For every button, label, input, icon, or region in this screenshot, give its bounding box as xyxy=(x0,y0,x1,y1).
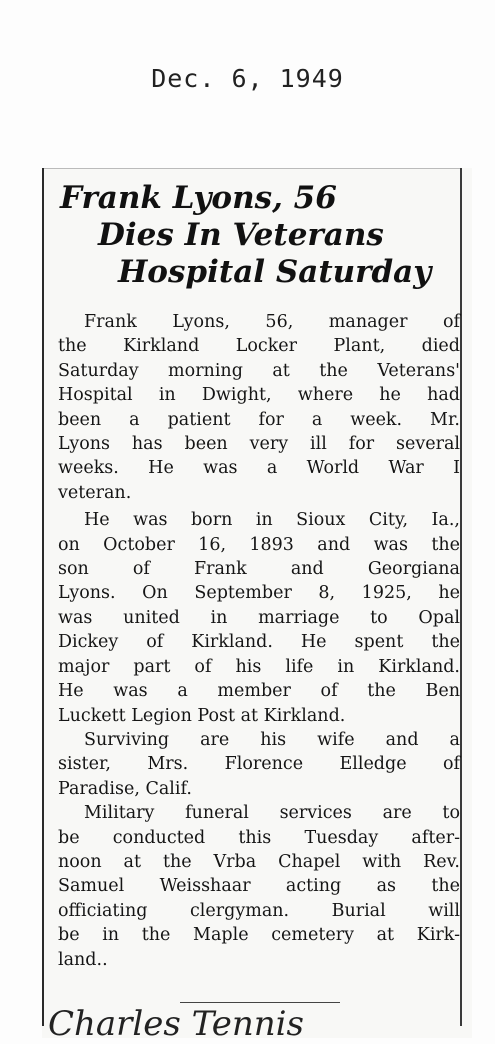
text-line: noon at the Vrba Chapel with Rev. xyxy=(58,851,460,872)
text-line: land.. xyxy=(58,949,108,970)
text-line: He was born in Sioux City, Ia., xyxy=(84,510,460,531)
text-line: Surviving are his wife and a xyxy=(84,729,460,750)
paragraph-survivors xyxy=(58,728,460,801)
text-line: be conducted this Tuesday after- xyxy=(58,827,460,848)
next-article-headline-fragment: Charles Tennis xyxy=(48,1004,304,1044)
headline-line-3: Hospital Saturday xyxy=(118,254,432,290)
text-line: Luckett Legion Post at Kirkland. xyxy=(58,705,346,726)
text-line: Hospital in Dwight, where he had xyxy=(58,385,460,406)
text-line: weeks. He was a World War I xyxy=(58,458,460,479)
text-line: Paradise, Calif. xyxy=(58,778,192,799)
clipping-left-edge xyxy=(42,168,44,1026)
text-line: Lyons has been very ill for several xyxy=(58,434,460,455)
text-line: son of Frank and Georgiana xyxy=(58,559,460,580)
text-line: be in the Maple cemetery at Kirk- xyxy=(58,925,460,946)
paragraph-funeral xyxy=(58,801,460,972)
headline-line-1: Frank Lyons, 56 xyxy=(60,180,337,216)
text-line: Lyons. On September 8, 1925, he xyxy=(58,583,460,604)
text-line: veteran. xyxy=(58,482,132,503)
paragraph-obituary-intro xyxy=(58,310,460,505)
text-line: the Kirkland Locker Plant, died xyxy=(58,336,460,357)
text-line: on October 16, 1893 and was the xyxy=(58,534,460,555)
text-line: Military funeral services are to xyxy=(84,803,460,824)
column-rule xyxy=(460,168,462,1026)
clipping-top-edge xyxy=(42,168,462,169)
text-line: Dickey of Kirkland. He spent the xyxy=(58,632,460,653)
text-line: was united in marriage to Opal xyxy=(58,607,460,628)
date-stamp: Dec. 6, 1949 xyxy=(151,64,344,93)
text-line: officiating clergyman. Burial will xyxy=(58,900,460,921)
text-line: Frank Lyons, 56, manager of xyxy=(84,312,460,332)
text-line: Samuel Weisshaar acting as the xyxy=(58,876,460,897)
text-line: Saturday morning at the Veterans' xyxy=(58,360,460,381)
text-line: major part of his life in Kirkland. xyxy=(58,656,460,677)
article-end-rule xyxy=(180,1002,340,1003)
paragraph-biography xyxy=(58,508,460,728)
text-line: sister, Mrs. Florence Elledge of xyxy=(58,754,460,775)
headline-line-2: Dies In Veterans xyxy=(98,217,384,253)
article-body xyxy=(58,310,460,972)
article-headline xyxy=(52,180,462,291)
text-line: been a patient for a week. Mr. xyxy=(58,409,460,430)
text-line: He was a member of the Ben xyxy=(58,681,460,702)
